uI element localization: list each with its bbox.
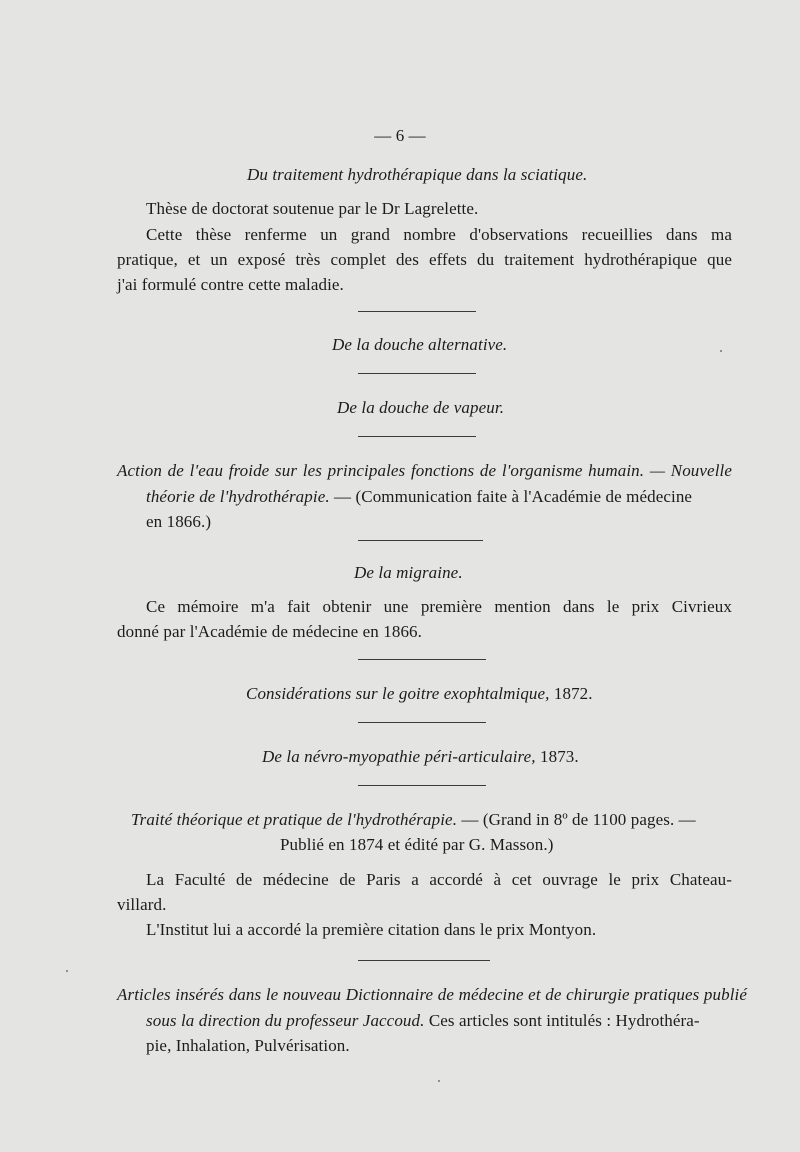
text-part: Ces articles sont intitulés : Hydrothéra-: [424, 1011, 700, 1030]
paper-speck: [720, 350, 722, 352]
section-title-articles: Articles insérés dans le nouveau Dictionnaire de médecine et de chirurgie pratiques publié: [117, 985, 747, 1004]
section-divider: [358, 960, 490, 961]
italic-title-part: Traité théorique et pratique de l'hydrothérapie.: [131, 810, 458, 829]
text-part: — (Communication faite à l'Académie de médecine: [329, 487, 693, 506]
section-divider: [358, 373, 476, 374]
section-divider: [358, 659, 486, 660]
text-part: 1873.: [535, 747, 579, 766]
paper-speck: [66, 970, 68, 972]
text-part: 1872.: [549, 684, 593, 703]
section-divider: [358, 311, 476, 312]
paragraph-line: Publié en 1874 et édité par G. Masson.): [280, 835, 554, 854]
section-divider: [358, 785, 486, 786]
paragraph-line: [146, 1011, 700, 1031]
section-title-eau-froide: Action de l'eau froide sur les principales fonctions de l'organisme humain. — Nouvelle: [117, 461, 732, 480]
section-title-traite: [131, 810, 696, 830]
paragraph-line: Ce mémoire m'a fait obtenir une première mention dans le prix Civrieux: [146, 597, 732, 616]
paragraph-line: j'ai formulé contre cette maladie.: [117, 275, 344, 294]
italic-title-part: Considérations sur le goitre exophtalmique,: [246, 684, 550, 703]
paragraph-line: Cette thèse renferme un grand nombre d'observations recueillies dans ma: [146, 225, 732, 244]
section-title-sciatique: Du traitement hydrothérapique dans la sciatique.: [247, 165, 588, 184]
section-divider: [358, 722, 486, 723]
italic-title-part: théorie de l'hydrothérapie.: [146, 487, 330, 506]
section-divider: [358, 436, 476, 437]
page-number: — 6 —: [374, 126, 426, 145]
italic-title-part: De la névro-myopathie péri-articulaire,: [262, 747, 536, 766]
paragraph-line: pratique, et un exposé très complet des effets du traitement hydrothérapique que: [117, 250, 732, 269]
section-title-douche-alternative: De la douche alternative.: [332, 335, 508, 354]
paragraph-line: en 1866.): [146, 512, 212, 531]
section-title-goitre: [246, 684, 593, 704]
paragraph-line: pie, Inhalation, Pulvérisation.: [146, 1036, 350, 1055]
italic-title-part: sous la direction du professeur Jaccoud.: [146, 1011, 425, 1030]
paragraph-line: [146, 487, 692, 507]
paragraph-line: donné par l'Académie de médecine en 1866.: [117, 622, 423, 641]
section-title-douche-vapeur: De la douche de vapeur.: [337, 398, 505, 417]
paragraph-line: L'Institut lui a accordé la première citation dans le prix Montyon.: [146, 920, 597, 939]
paper-speck: [438, 1080, 440, 1082]
paragraph-line: Thèse de doctorat soutenue par le Dr Lagrelette.: [146, 199, 479, 218]
section-title-migraine: De la migraine.: [354, 563, 463, 582]
paragraph-line: La Faculté de médecine de Paris a accordé à cet ouvrage le prix Chateau-: [146, 870, 732, 889]
section-title-nevro-myopathie: [262, 747, 579, 767]
paragraph-line: villard.: [117, 895, 167, 914]
text-part: — (Grand in 8º de 1100 pages. —: [457, 810, 696, 829]
section-divider: [358, 540, 483, 541]
